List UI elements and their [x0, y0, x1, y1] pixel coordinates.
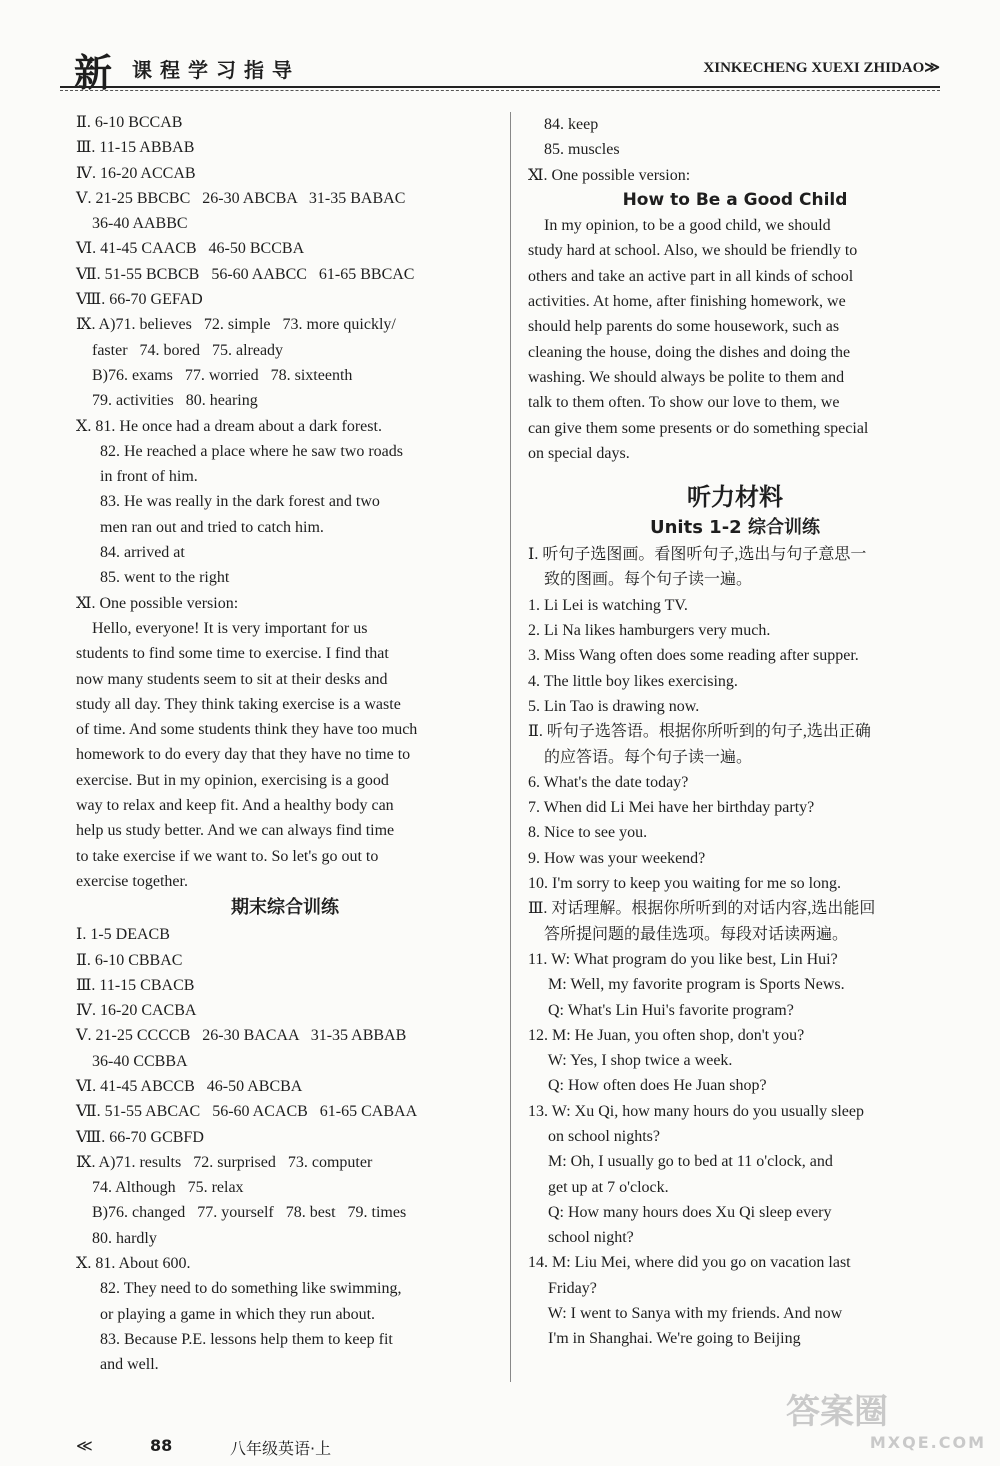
text-line: Ⅱ. 6-10 CBBAC [76, 951, 183, 969]
header-right-title: XINKECHENG XUEXI ZHIDAO≫ [703, 60, 940, 76]
text-line: Q: How often does He Juan shop? [528, 1077, 767, 1095]
answer-list-1 [76, 110, 494, 616]
text-line: Ⅺ. One possible version: [76, 594, 239, 612]
text-line: Ⅺ. One possible version: [528, 166, 691, 184]
essay-left [76, 616, 494, 894]
text-line: Ⅸ. A)71. believes 72. simple 73. more quickly/ [76, 316, 396, 334]
text-line: students to find some time to exercise. I find that [76, 645, 389, 663]
text-line: others and take an active part in all kinds of school [528, 267, 854, 285]
text-line: way to relax and keep fit. And a healthy body can [76, 797, 394, 815]
text-line: 82. They need to do something like swimming, [76, 1280, 402, 1298]
text-line: In my opinion, to be a good child, we should [528, 217, 831, 235]
section-title-final: 期末综合训练 [231, 897, 339, 919]
text-line: on school nights? [528, 1127, 660, 1145]
text-line: Ⅷ. 66-70 GCBFD [76, 1128, 204, 1146]
text-line: Q: How many hours does Xu Qi sleep every [528, 1203, 832, 1221]
text-line: Ⅳ. 16-20 ACCAB [76, 164, 196, 182]
header-dashed-rule [60, 90, 940, 91]
essay-title: How to Be a Good Child [622, 189, 848, 210]
text-line: in front of him. [76, 468, 198, 486]
text-line: should help parents do some housework, such as [528, 318, 840, 336]
text-line: 85. muscles [528, 141, 620, 159]
text-line: faster 74. bored 75. already [76, 341, 284, 359]
text-line: 83. Because P.E. lessons help them to keep fit [76, 1330, 393, 1348]
text-line: 6. What's the date today? [528, 773, 689, 791]
text-line: B)76. changed 77. yourself 78. best 79. times [76, 1204, 407, 1222]
text-line: Ⅰ. 听句子选图画。看图听句子,选出与句子意思一 [528, 546, 867, 564]
left-column [76, 110, 494, 1378]
text-line: 83. He was really in the dark forest and two [76, 493, 380, 511]
text-line: Ⅳ. 16-20 CACBA [76, 1002, 197, 1020]
answer-list-2 [76, 922, 494, 1377]
text-line: 79. activities 80. hearing [76, 392, 258, 410]
text-line: 82. He reached a place where he saw two roads [76, 442, 403, 460]
text-line: 致的图画。每个句子读一遍。 [528, 571, 753, 589]
text-line: and well. [76, 1356, 159, 1374]
header-logo: 新 [74, 50, 113, 95]
text-line: 84. keep [528, 116, 599, 133]
section-title-listening: 听力材料 [687, 483, 783, 512]
text-line: Ⅹ. 81. About 600. [76, 1255, 191, 1273]
text-line: of time. And some students think they have too much [76, 721, 418, 739]
text-line: exercise together. [76, 872, 188, 890]
text-line: 11. W: What program do you like best, Lin Hui? [528, 950, 838, 968]
answer-list-3 [528, 112, 942, 188]
text-line: Ⅶ. 51-55 BCBCB 56-60 AABCC 61-65 BBCAC [76, 265, 415, 283]
text-line: Ⅵ. 41-45 CAACB 46-50 BCCBA [76, 240, 305, 258]
text-line: 85. went to the right [76, 569, 230, 587]
section-subtitle-units: Units 1-2 综合训练 [650, 517, 820, 539]
text-line: Ⅵ. 41-45 ABCCB 46-50 ABCBA [76, 1077, 303, 1095]
text-line: Ⅰ. 1-5 DEACB [76, 926, 170, 944]
essay-right [528, 213, 942, 466]
watermark-logo: 答案圈 MXQE.COM [786, 1392, 986, 1452]
text-line: to take exercise if we want to. So let's go out to [76, 847, 379, 865]
text-line: cleaning the house, doing the dishes and doing the [528, 343, 851, 361]
text-line: help us study better. And we can always find time [76, 822, 395, 840]
text-line: 14. M: Liu Mei, where did you go on vacation last [528, 1254, 851, 1272]
text-line: 3. Miss Wang often does some reading after supper. [528, 647, 859, 665]
text-line: 36-40 CCBBA [76, 1052, 188, 1070]
text-line: Q: What's Lin Hui's favorite program? [528, 1001, 794, 1019]
text-line: talk to them often. To show our love to them, we [528, 394, 840, 412]
text-line: 4. The little boy likes exercising. [528, 672, 738, 690]
text-line: study hard at school. Also, we should be friendly to [528, 242, 858, 260]
text-line: 2. Li Na likes hamburgers very much. [528, 622, 771, 640]
text-line: now many students seem to sit at their desks and [76, 670, 388, 688]
text-line: I'm in Shanghai. We're going to Beijing [528, 1330, 801, 1348]
text-line: Friday? [528, 1279, 597, 1297]
text-line: Ⅶ. 51-55 ABCAC 56-60 ACACB 61-65 CABAA [76, 1103, 418, 1121]
text-line: homework to do every day that they have no time to [76, 746, 411, 764]
book-title: 八年级英语·上 [230, 1439, 332, 1458]
text-line: 10. I'm sorry to keep you waiting for me so long. [528, 875, 842, 893]
text-line: exercise. But in my opinion, exercising is a good [76, 771, 389, 789]
header-title: 课程学习指导 [132, 58, 300, 82]
column-divider [510, 112, 511, 1382]
text-line: 36-40 AABBC [76, 215, 188, 233]
text-line: washing. We should always be polite to them and [528, 368, 845, 386]
text-line: M: Oh, I usually go to bed at 11 o'clock, and [528, 1153, 833, 1171]
text-line: Ⅹ. 81. He once had a dream about a dark forest. [76, 417, 382, 435]
text-line: activities. At home, after finishing homework, we [528, 293, 846, 311]
text-line: Ⅱ. 6-10 BCCAB [76, 114, 183, 131]
right-column [528, 112, 942, 1352]
text-line: 答所提问题的最佳选项。每段对话读两遍。 [528, 925, 849, 943]
text-line: 8. Nice to see you. [528, 824, 648, 842]
text-line: 12. M: He Juan, you often shop, don't you? [528, 1026, 805, 1044]
text-line: get up at 7 o'clock. [528, 1178, 669, 1196]
text-line: Ⅱ. 听句子选答语。根据你所听到的句子,选出正确 [528, 723, 871, 741]
page-header [60, 40, 940, 95]
text-line: W: Yes, I shop twice a week. [528, 1052, 733, 1070]
text-line: 的应答语。每个句子读一遍。 [528, 748, 753, 766]
text-line: 80. hardly [76, 1229, 157, 1247]
text-line: 74. Although 75. relax [76, 1179, 244, 1197]
text-line: B)76. exams 77. worried 78. sixteenth [76, 366, 353, 384]
text-line: on special days. [528, 444, 630, 462]
text-line: or playing a game in which they run about. [76, 1305, 376, 1323]
double-chevron-right-icon: ≫ [924, 60, 940, 76]
text-line: Ⅸ. A)71. results 72. surprised 73. computer [76, 1153, 373, 1171]
text-line: Ⅲ. 对话理解。根据你所听到的对话内容,选出能回 [528, 900, 876, 918]
text-line: 1. Li Lei is watching TV. [528, 596, 688, 614]
text-line: 9. How was your weekend? [528, 849, 706, 867]
text-line: 7. When did Li Mei have her birthday party? [528, 799, 815, 817]
text-line: study all day. They think taking exercise is a waste [76, 695, 401, 713]
text-line: 13. W: Xu Qi, how many hours do you usually sleep [528, 1102, 864, 1120]
text-line: can give them some presents or do something special [528, 419, 869, 437]
text-line: 84. arrived at [76, 544, 185, 562]
header-rule [60, 86, 940, 88]
page-number: 88 [150, 1436, 173, 1455]
text-line: Hello, everyone! It is very important for us [76, 619, 368, 637]
listening-material [528, 542, 942, 1352]
text-line: Ⅲ. 11-15 CBACB [76, 976, 195, 994]
text-line: Ⅴ. 21-25 CCCCB 26-30 BACAA 31-35 ABBAB [76, 1027, 407, 1045]
text-line: 5. Lin Tao is drawing now. [528, 697, 700, 715]
text-line: school night? [528, 1229, 634, 1247]
text-line: Ⅷ. 66-70 GEFAD [76, 291, 203, 309]
text-line: M: Well, my favorite program is Sports News. [528, 976, 845, 994]
footer-arrows: ≪ [76, 1436, 93, 1455]
text-line: men ran out and tried to catch him. [76, 518, 324, 536]
text-line: Ⅲ. 11-15 ABBAB [76, 139, 195, 157]
text-line: W: I went to Sanya with my friends. And now [528, 1305, 843, 1323]
text-line: Ⅴ. 21-25 BBCBC 26-30 ABCBA 31-35 BABAC [76, 189, 406, 207]
